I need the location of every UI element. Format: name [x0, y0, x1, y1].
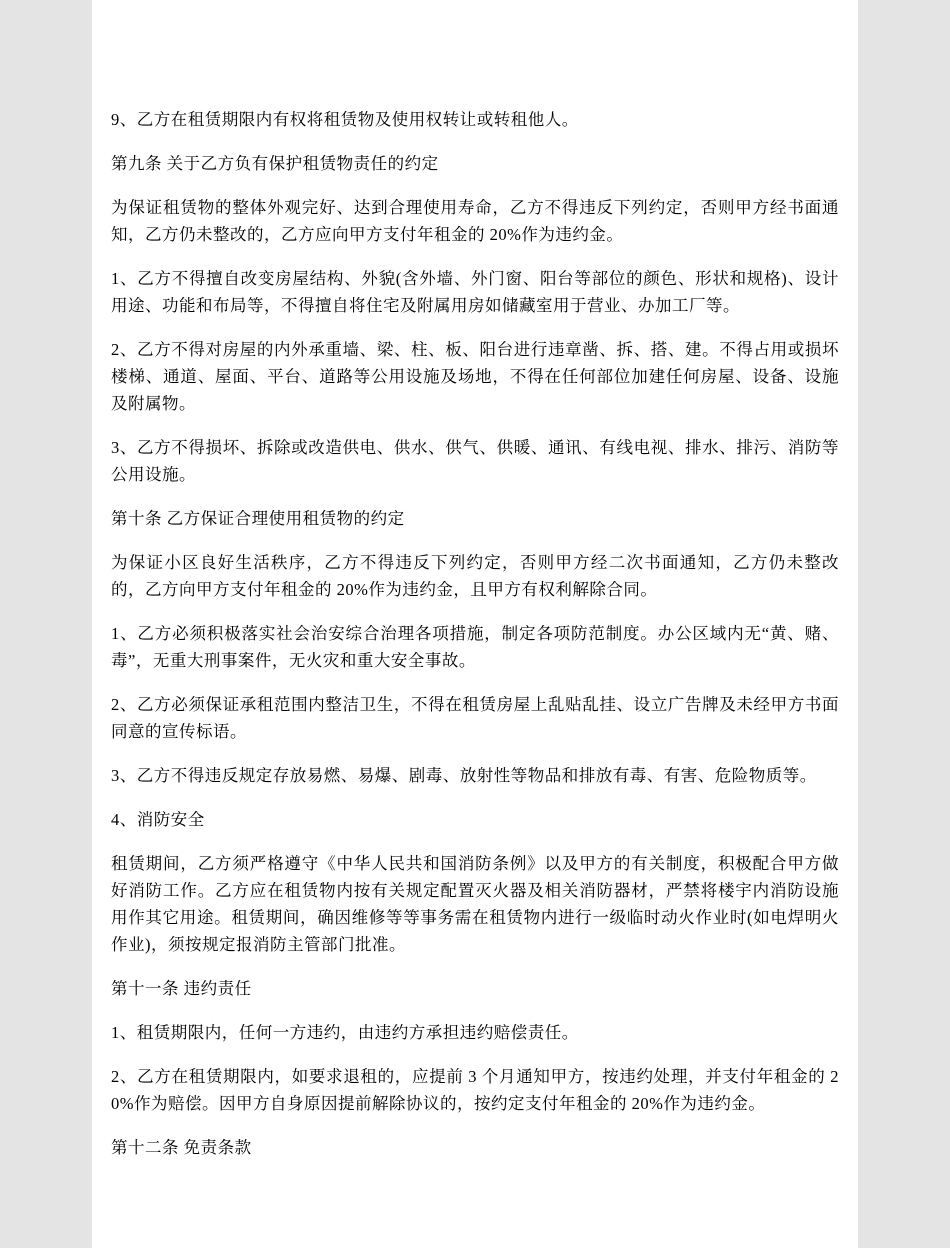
paragraph-clause-9-sub: 9、乙方在租赁期限内有权将租赁物及使用权转让或转租他人。 — [111, 110, 579, 129]
document-page — [92, 0, 858, 1248]
paragraph-article-9-item-3: 3、乙方不得损坏、拆除或改造供电、供水、供气、供暖、通讯、有线电视、排水、排污、消防等公用设施。 — [111, 438, 839, 484]
heading-article-9: 第九条 关于乙方负有保护租赁物责任的约定 — [111, 154, 439, 173]
paragraph-article-9-item-1: 1、乙方不得擅自改变房屋结构、外貌(含外墙、外门窗、阳台等部位的颜色、形状和规格)、设计用途、功能和布局等，不得擅自将住宅及附属用房如储藏室用于营业、办加工厂等。 — [111, 269, 839, 315]
paragraph-article-9-intro: 为保证租赁物的整体外观完好、达到合理使用寿命，乙方不得违反下列约定，否则甲方经书面通知，乙方仍未整改的，乙方应向甲方支付年租金的 20%作为违约金。 — [111, 198, 839, 244]
paragraph-article-9-item-2: 2、乙方不得对房屋的内外承重墙、梁、柱、板、阳台进行违章凿、拆、搭、建。不得占用或损坏楼梯、通道、屋面、平台、道路等公用设施及场地，不得在任何部位加建任何房屋、设备、设施及附属物。 — [111, 340, 839, 413]
paragraph-article-10-intro: 为保证小区良好生活秩序，乙方不得违反下列约定，否则甲方经二次书面通知，乙方仍未整改的，乙方向甲方支付年租金的 20%作为违约金，且甲方有权利解除合同。 — [111, 553, 839, 599]
heading-article-10: 第十条 乙方保证合理使用租赁物的约定 — [111, 509, 405, 528]
paragraph-article-11-item-1: 1、租赁期限内，任何一方违约，由违约方承担违约赔偿责任。 — [111, 1023, 579, 1042]
paragraph-article-10-item-1: 1、乙方必须积极落实社会治安综合治理各项措施，制定各项防范制度。办公区域内无“黄、赌、毒”，无重大刑事案件，无火灾和重大安全事故。 — [111, 624, 839, 670]
paragraph-article-11-item-2: 2、乙方在租赁期限内，如要求退租的，应提前 3 个月通知甲方，按违约处理，并支付年租金的 20%作为赔偿。因甲方自身原因提前解除协议的，按约定支付年租金的 20%作为违约金。 — [111, 1067, 839, 1113]
paragraph-fire-safety-detail: 租赁期间，乙方须严格遵守《中华人民共和国消防条例》以及甲方的有关制度，积极配合甲方做好消防工作。乙方应在租赁物内按有关规定配置灭火器及相关消防器材，严禁将楼宇内消防设施用作其它用途。租赁期间，确因维修等等事务需在租赁物内进行一级临时动火作业时(如电焊明火作业)，须按规定报消防主管部门批准。 — [111, 854, 839, 954]
paragraph-article-10-item-2: 2、乙方必须保证承租范围内整洁卫生，不得在租赁房屋上乱贴乱挂、设立广告牌及未经甲方书面同意的宣传标语。 — [111, 695, 839, 741]
heading-article-12: 第十二条 免责条款 — [111, 1138, 252, 1157]
paragraph-article-10-item-4: 4、消防安全 — [111, 810, 205, 829]
heading-article-11: 第十一条 违约责任 — [111, 979, 252, 998]
paragraph-article-10-item-3: 3、乙方不得违反规定存放易燃、易爆、剧毒、放射性等物品和排放有毒、有害、危险物质等。 — [111, 766, 817, 785]
contract-text-body — [111, 106, 839, 1161]
